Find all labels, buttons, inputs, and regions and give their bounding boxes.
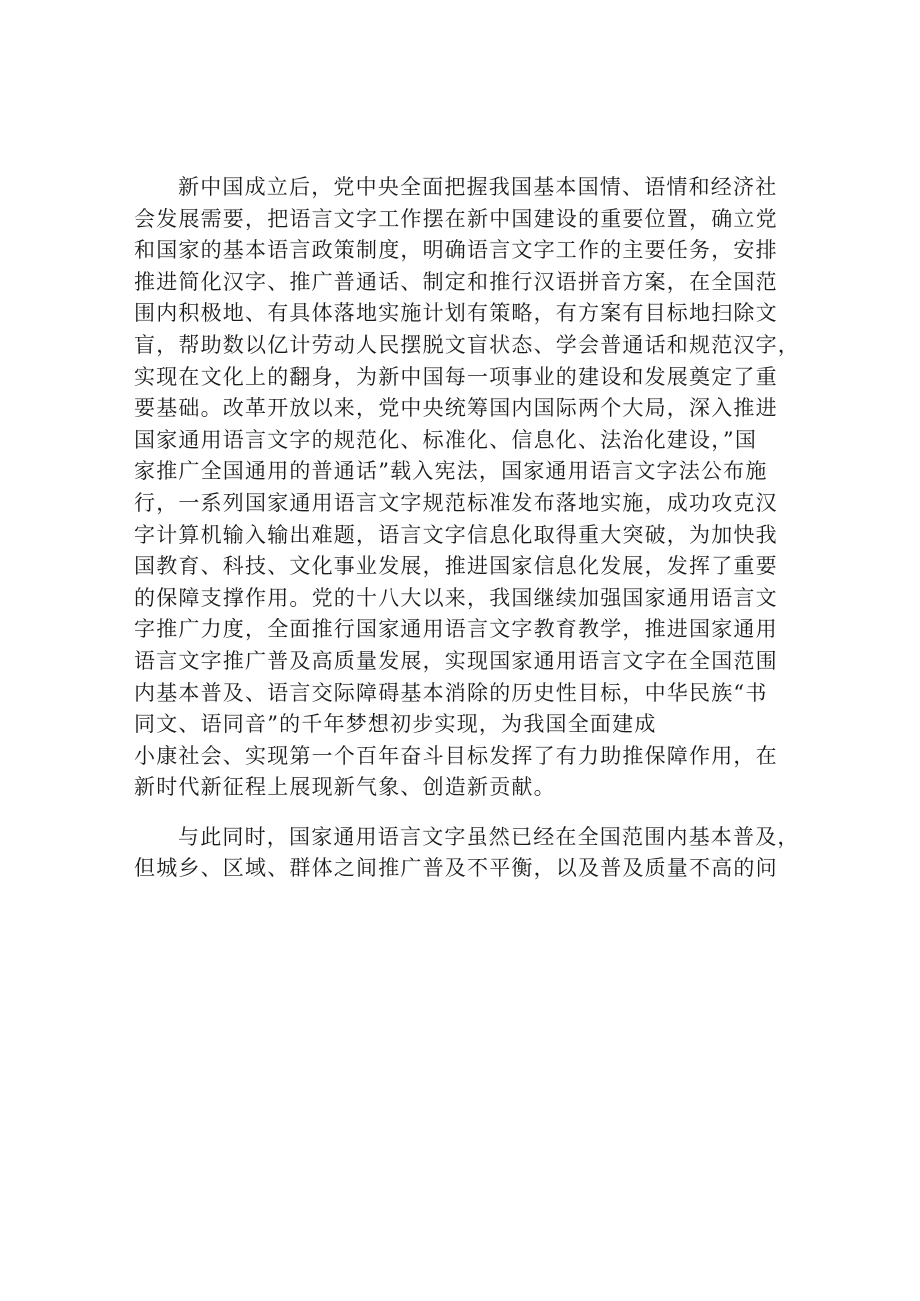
text-line: 与此同时，国家通用语言文字虽然已经在全国范围内基本普及， — [178, 824, 800, 849]
text-line: 的保障支撑作用。党的十八大以来，我国继续加强国家通用语言文 — [134, 585, 778, 610]
text-line: 小康社会、实现第一个百年奋斗目标发挥了有力助推保障作用，在 — [134, 743, 778, 768]
text-line: 围内积极地、有具体落地实施计划有策略，有方案有目标地扫除文 — [134, 301, 778, 326]
text-line: 要基础。改革开放以来，党中央统筹国内国际两个大局，深入推进 — [134, 396, 778, 421]
text-line: 同文、语同音”的千年梦想初步实现，为我国全面建成 — [134, 712, 657, 737]
text-line: 但城乡、区域、群体之间推广普及不平衡，以及普及质量不高的问 — [134, 856, 778, 881]
text-line: 盲，帮助数以亿计劳动人民摆脱文盲状态、学会普通话和规范汉字， — [134, 332, 800, 357]
text-line: 家推广全国通用的普通话”载入宪法，国家通用语言文字法公布施 — [134, 459, 768, 484]
text-line: 新时代新征程上展现新气象、创造新贡献。 — [134, 775, 556, 800]
text-line: 推进简化汉字、推广普通话、制定和推行汉语拼音方案，在全国范 — [134, 269, 778, 294]
text-line: 国家通用语言文字的规范化、标准化、信息化、法治化建设，”国 — [134, 427, 758, 452]
document-body — [134, 172, 804, 885]
text-line: 字推广力度，全面推行国家通用语言文字教育教学，推进国家通用 — [134, 617, 778, 642]
paragraph-2 — [134, 822, 804, 885]
text-line: 行，一系列国家通用语言文字规范标准发布落地实施，成功攻克汉 — [134, 490, 778, 515]
text-line: 和国家的基本语言政策制度，明确语言文字工作的主要任务，安排 — [134, 238, 778, 263]
text-line: 字计算机输入输出难题，语言文字信息化取得重大突破，为加快我 — [134, 522, 778, 547]
text-line: 国教育、科技、文化事业发展，推进国家信息化发展，发挥了重要 — [134, 554, 778, 579]
text-line: 内基本普及、语言交际障碍基本消除的历史性目标，中华民族“书 — [134, 680, 768, 705]
text-line: 会发展需要，把语言文字工作摆在新中国建设的重要位置，确立党 — [134, 206, 778, 231]
paragraph-1 — [134, 172, 804, 804]
text-line: 实现在文化上的翻身，为新中国每一项事业的建设和发展奠定了重 — [134, 364, 778, 389]
paragraph-gap — [134, 804, 804, 822]
text-line: 新中国成立后，党中央全面把握我国基本国情、语情和经济社 — [178, 175, 778, 199]
text-line: 语言文字推广普及高质量发展，实现国家通用语言文字在全国范围 — [134, 648, 778, 673]
